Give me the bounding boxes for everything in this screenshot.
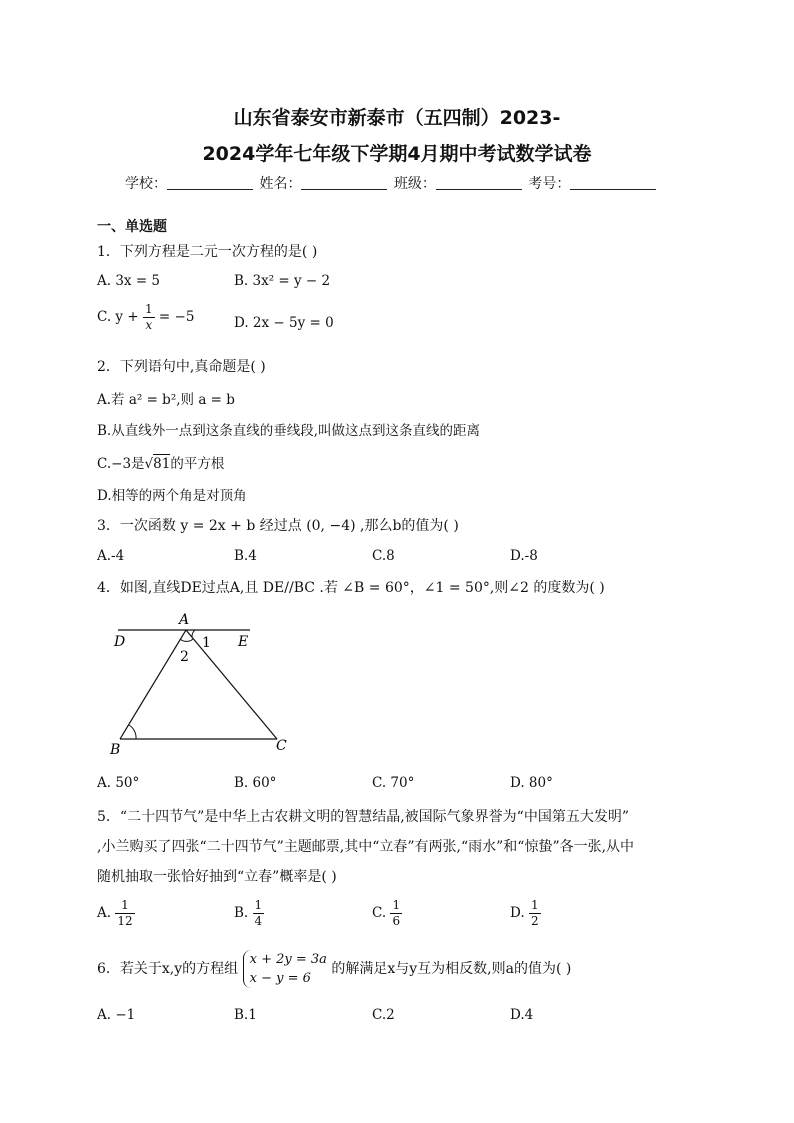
q1-c-numerator: 1 xyxy=(144,302,153,316)
q2-option-a[interactable]: A.若 a² = b²,则 a = b xyxy=(97,392,235,408)
name-label: 姓名： xyxy=(259,176,302,192)
school-blank[interactable] xyxy=(167,175,253,190)
side-ab xyxy=(120,630,186,739)
q5-c-fraction xyxy=(390,898,402,929)
class-blank[interactable] xyxy=(436,175,522,190)
q2-option-d[interactable]: D.相等的两个角是对顶角 xyxy=(97,488,247,504)
number-blank[interactable] xyxy=(570,175,656,190)
q5-a-fraction xyxy=(115,898,134,929)
q5-b-fraction xyxy=(253,898,265,929)
q5-d-numerator: 1 xyxy=(530,898,539,912)
q1-c-fraction xyxy=(143,302,155,333)
q5-b-label: B. xyxy=(234,905,249,921)
q5-a-numerator: 1 xyxy=(115,898,134,914)
q3-option-c[interactable]: C.8 xyxy=(372,548,395,564)
q2-c-suffix: 的平方根 xyxy=(170,456,225,472)
q6-equation-system xyxy=(243,950,327,988)
label-angle-1: 1 xyxy=(202,635,211,651)
q5-a-label: A. xyxy=(97,905,112,921)
triangle-figure xyxy=(100,605,300,760)
q6-suffix: 的解满足x与y互为相反数,则a的值为( ) xyxy=(331,961,572,977)
q1-option-c[interactable] xyxy=(97,302,194,333)
q1-option-d[interactable]: D. 2x − 5y = 0 xyxy=(234,315,334,331)
q6-eq1: x + 2y = 3a xyxy=(249,952,327,967)
side-ac xyxy=(186,630,277,739)
q4-option-d[interactable]: D. 80° xyxy=(510,775,553,791)
class-label: 班级： xyxy=(393,176,436,192)
q1-option-b[interactable]: B. 3x² = y − 2 xyxy=(234,273,331,289)
q1-c-denominator: x xyxy=(145,318,153,332)
q2-option-c[interactable] xyxy=(97,452,224,472)
q4-option-b[interactable]: B. 60° xyxy=(234,775,277,791)
q5-option-b[interactable] xyxy=(234,898,264,929)
label-angle-2: 2 xyxy=(180,649,189,665)
q6-option-a[interactable]: A. −1 xyxy=(97,1007,136,1023)
q6-stem xyxy=(97,950,571,988)
q1-c-suffix: = −5 xyxy=(158,309,195,325)
q3-stem: 3．一次函数 y = 2x + b 经过点 (0, −4) ,那么b的值为( ) xyxy=(97,518,459,534)
section-heading: 一、单选题 xyxy=(97,219,167,235)
q2-c-prefix: C.−3是 xyxy=(97,456,145,472)
q5-c-denominator: 6 xyxy=(392,914,401,928)
label-a: A xyxy=(179,612,190,628)
q3-option-b[interactable]: B.4 xyxy=(234,548,257,564)
q1-c-prefix: C. y + xyxy=(97,309,139,325)
q5-line-3: 随机抽取一张恰好抽到“立春”概率是( ) xyxy=(97,869,337,885)
q5-option-c[interactable] xyxy=(372,898,402,929)
q6-option-c[interactable]: C.2 xyxy=(372,1007,395,1023)
q6-option-d[interactable]: D.4 xyxy=(510,1007,534,1023)
school-label: 学校： xyxy=(125,176,167,192)
title-line-1: 山东省泰安市新泰市（五四制）2023- xyxy=(233,107,561,129)
q1-option-a[interactable]: A. 3x = 5 xyxy=(97,273,161,289)
q4-stem: 4．如图,直线DE过点A,且 DE//BC .若 ∠B = 60°，∠1 = 50°,则∠2 的度数为( ) xyxy=(97,580,605,596)
q5-c-label: C. xyxy=(372,905,387,921)
q2-option-b[interactable]: B.从直线外一点到这条直线的垂线段,叫做这点到这条直线的距离 xyxy=(97,423,481,439)
label-d: D xyxy=(114,634,126,650)
q5-line-1: 5．“二十四节气”是中华上古农耕文明的智慧结晶,被国际气象界誉为“中国第五大发明” xyxy=(97,809,629,825)
q2-c-radicand: 81 xyxy=(153,456,171,472)
number-label: 考号： xyxy=(528,176,571,192)
label-c: C xyxy=(276,738,287,754)
q2-stem: 2．下列语句中,真命题是( ) xyxy=(97,359,266,375)
q5-d-fraction xyxy=(529,898,541,929)
label-b: B xyxy=(110,742,121,758)
sqrt-icon: √ xyxy=(144,456,154,472)
q5-option-d[interactable] xyxy=(510,898,541,929)
angle-2-arc xyxy=(180,639,193,641)
angle-1-arc xyxy=(192,630,195,637)
q6-option-b[interactable]: B.1 xyxy=(234,1007,257,1023)
q5-d-label: D. xyxy=(510,905,525,921)
name-blank[interactable] xyxy=(301,175,387,190)
q3-option-d[interactable]: D.-8 xyxy=(510,548,538,564)
q5-line-2: ,小兰购买了四张“二十四节气”主题邮票,其中“立春”有两张,“雨水”和“惊蛰”各一张,从中 xyxy=(97,839,635,855)
q4-option-c[interactable]: C. 70° xyxy=(372,775,415,791)
title-line-2: 2024学年七年级下学期4月期中考试数学试卷 xyxy=(202,143,592,165)
q1-stem: 1．下列方程是二元一次方程的是( ) xyxy=(97,244,318,260)
q5-c-numerator: 1 xyxy=(392,898,401,912)
q3-option-a[interactable]: A.-4 xyxy=(97,548,125,564)
q5-d-denominator: 2 xyxy=(530,914,539,928)
q5-option-a[interactable] xyxy=(97,898,135,929)
q5-b-numerator: 1 xyxy=(254,898,263,912)
student-info-line xyxy=(125,173,658,193)
label-e: E xyxy=(238,634,249,650)
q6-eq2: x − y = 6 xyxy=(249,971,311,986)
q4-option-a[interactable]: A. 50° xyxy=(97,775,140,791)
q6-prefix: 6．若关于x,y的方程组 xyxy=(97,961,239,977)
q5-b-denominator: 4 xyxy=(254,914,263,928)
angle-b-arc xyxy=(129,725,136,739)
q5-a-denominator: 12 xyxy=(117,914,133,928)
